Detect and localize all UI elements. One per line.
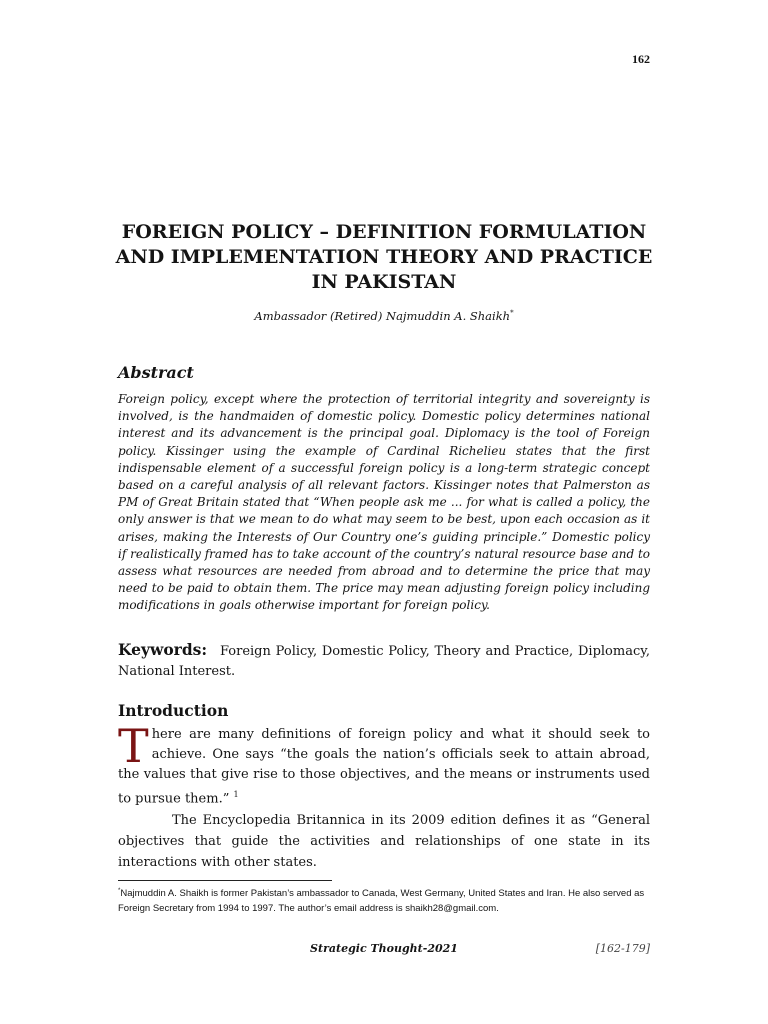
footnote <box>118 884 650 916</box>
abstract-body: Foreign policy, except where the protection of territorial integrity and sovereignty is involved, is the handmaiden of domestic policy. Domestic policy determines national interest and its advancement is the principal goal. Diplomacy is the tool of Foreign policy. Kissinger using the example of Cardinal Richelieu states that the first indispensable element of a successful foreign policy is a long-term strategic concept based on a careful analysis of all relevant factors. Kissinger notes that Palmerston as PM of Great Britain stated that “When people ask me ... for what is called a policy, the only answer is that we mean to do what may seem to be best, upon each occasion as it arises, making the Interests of Our Country one’s guiding principle.” Domestic policy if realistically framed has to take account of the country’s natural resource base and to assess what resources are needed from abroad and to determine the price that may need to be paid to obtain them. The price may mean adjusting foreign policy including modifications in goals otherwise important for foreign policy. <box>118 392 650 613</box>
introduction-paragraph-2: The Encyclopedia Britannica in its 2009 edition defines it as “General objectives that guide the activities and relationships of one state in its interactions with other states. <box>118 813 650 870</box>
page-number: 162 <box>632 52 650 66</box>
footnote-text: Najmuddin A. Shaikh is former Pakistan’s ambassador to Canada, West Germany, United States and Iran. He also served as Foreign Secretary from 1994 to 1997. The author’s email address is shaikh28@gmail.com. <box>118 888 645 915</box>
footnote-ref-1[interactable]: 1 <box>233 790 239 799</box>
journal-name: Strategic Thought-2021 <box>310 942 458 955</box>
author-footnote-marker[interactable]: * <box>510 309 514 318</box>
introduction-heading: Introduction <box>118 701 229 720</box>
keywords-text: Foreign Policy, Domestic Policy, Theory and Practice, Diplomacy, National Interest. <box>118 644 650 679</box>
page-range: [162-179] <box>595 942 650 955</box>
introduction-paragraph-1-text: here are many definitions of foreign policy and what it should seek to achieve. One says “the goals the nation’s officials seek to attain abroad, the values that give rise to those objectives, and the means or instruments used to pursue them.” <box>118 727 650 807</box>
footnote-divider <box>118 880 332 881</box>
introduction-paragraph-1 <box>118 719 650 809</box>
article-title: FOREIGN POLICY – DEFINITION FORMULATION AND IMPLEMENTATION THEORY AND PRACTICE IN PAKISTAN <box>115 221 653 293</box>
author-name: Ambassador (Retired) Najmuddin A. Shaikh <box>254 309 511 323</box>
abstract-heading: Abstract <box>118 363 194 382</box>
author-line <box>118 309 650 323</box>
keywords-label: Keywords: <box>118 640 208 659</box>
footnote-marker: * <box>118 888 121 894</box>
drop-cap: T <box>118 719 149 773</box>
keywords-section <box>118 640 650 682</box>
